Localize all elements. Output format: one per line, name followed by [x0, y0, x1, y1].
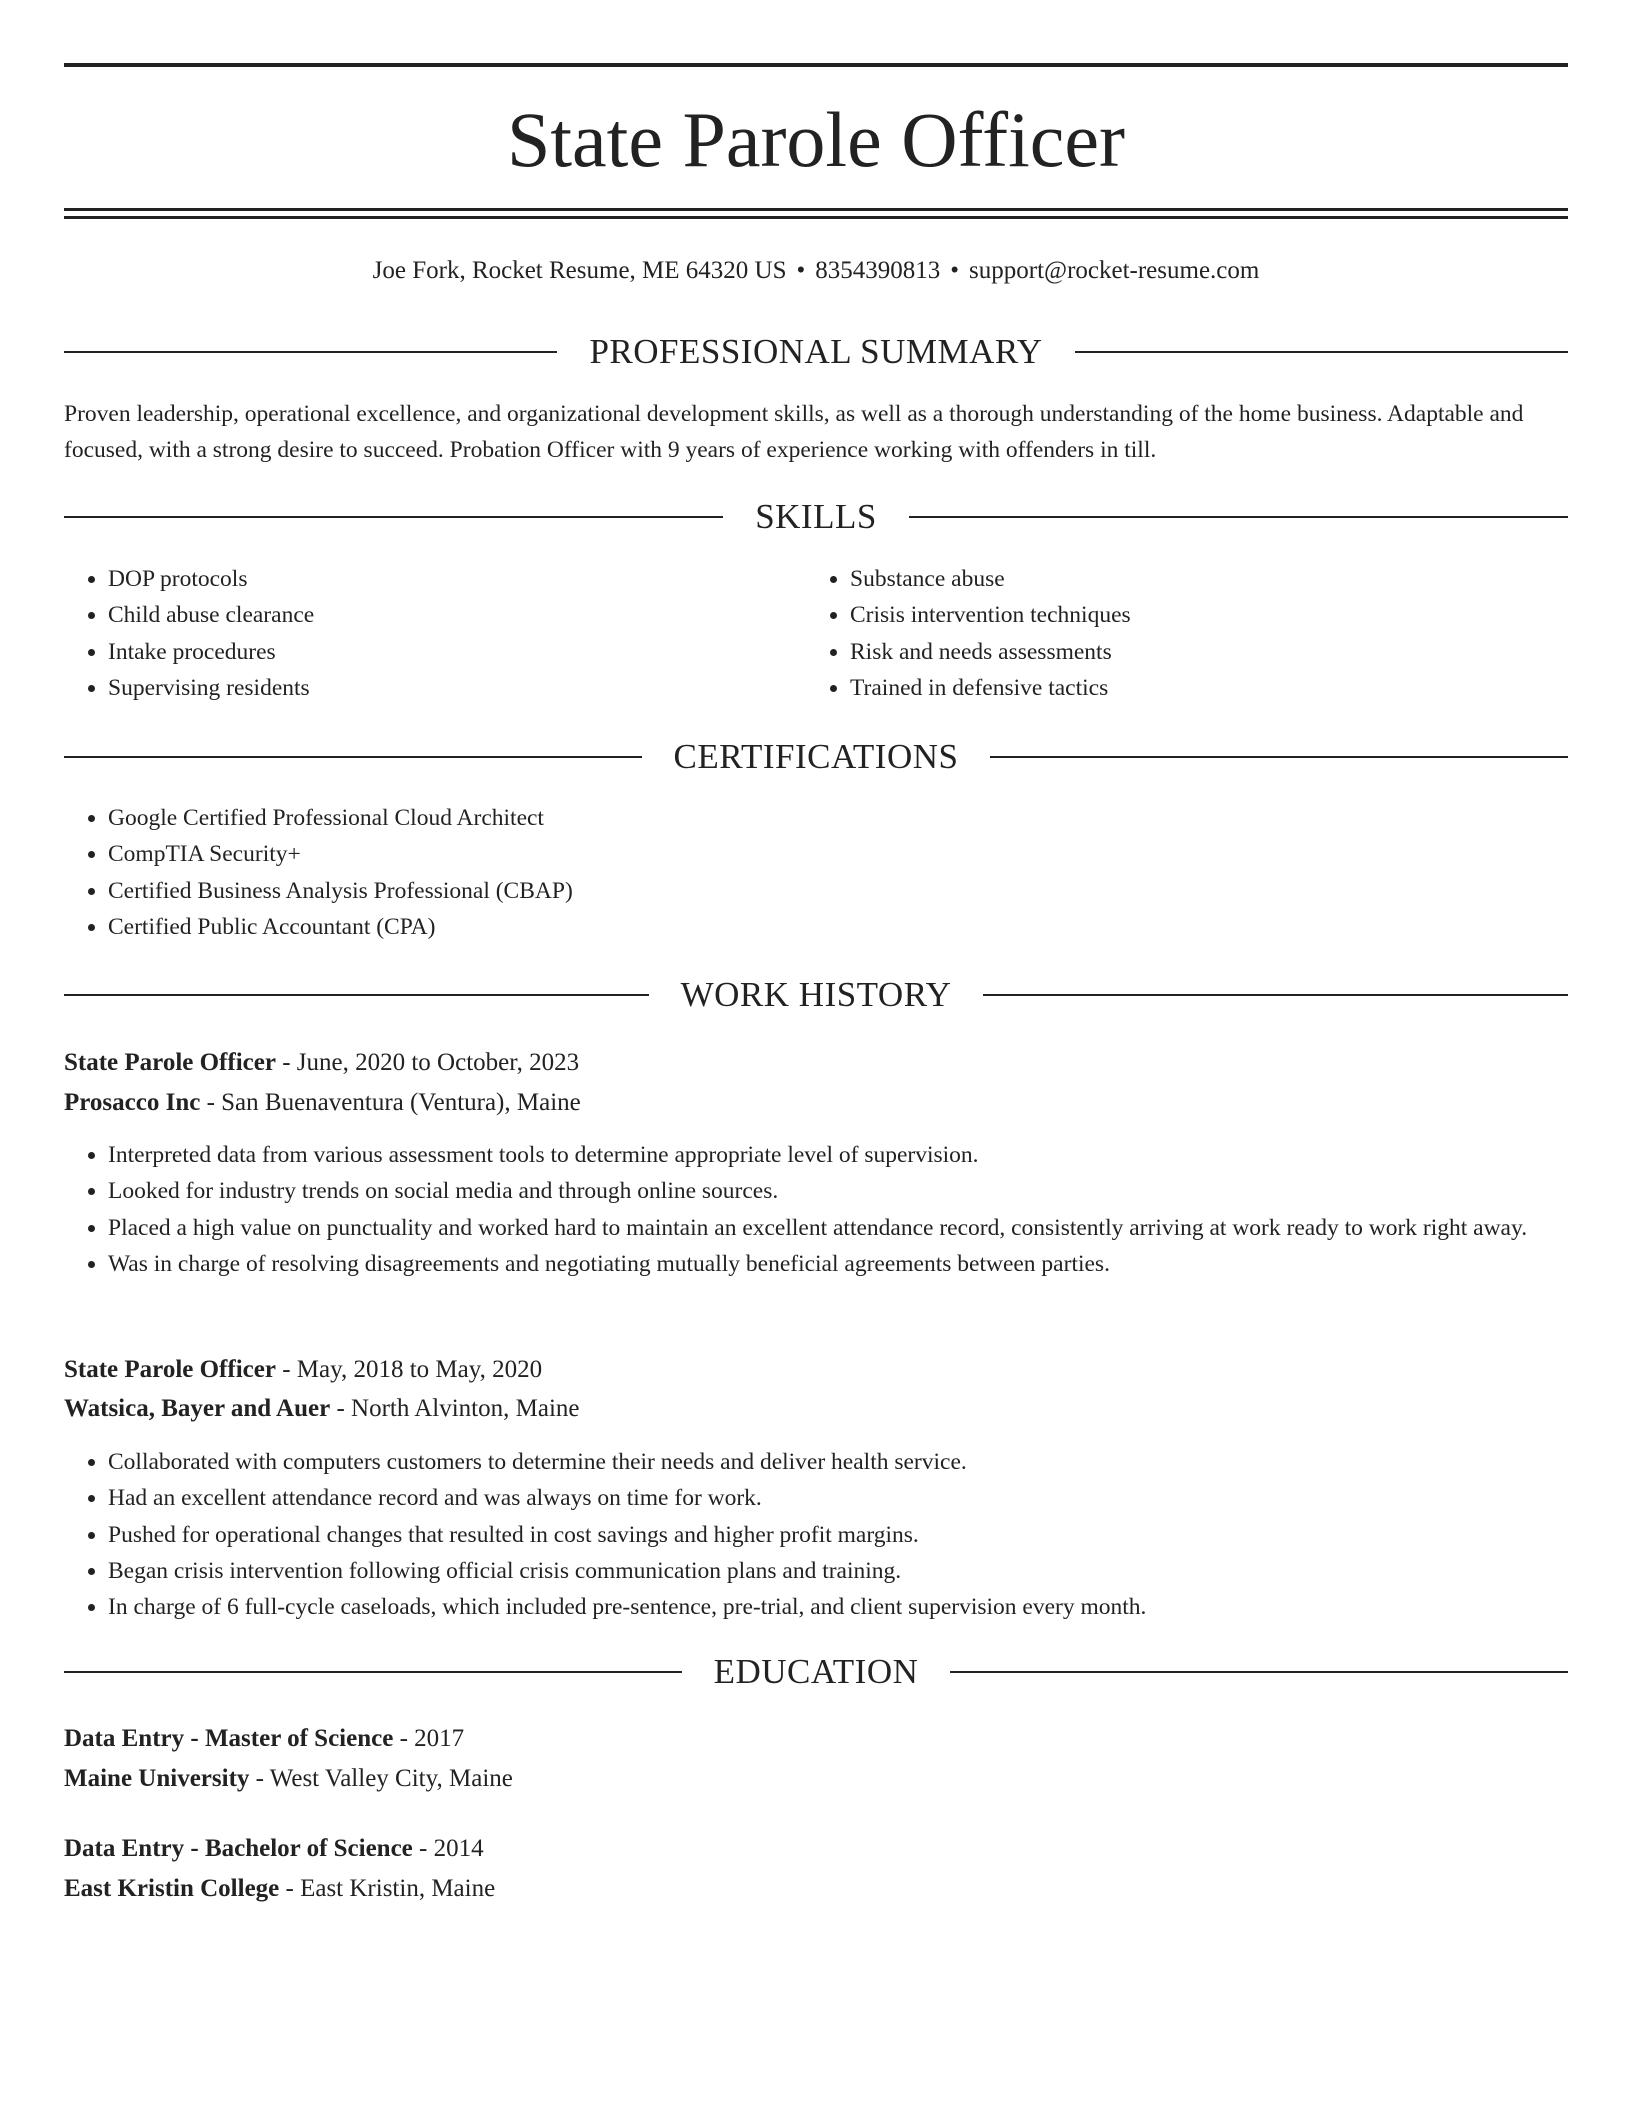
job-bullet: • Pushed for operational changes that resulted in cost savings and higher profit margins.	[108, 1517, 1568, 1553]
summary-heading-text: PROFESSIONAL SUMMARY	[589, 332, 1043, 371]
heading-rule-right	[909, 516, 1568, 518]
contact-email: support@rocket-resume.com	[969, 257, 1260, 284]
summary-heading	[64, 327, 1568, 377]
certification-item: • Google Certified Professional Cloud Architect	[108, 800, 1568, 836]
heading-rule-left	[64, 351, 557, 353]
summary-text: Proven leadership, operational excellence, and organizational development skills, as well as a thorough understanding of the home business. Adaptable and focused, with a strong desire to succeed. Probation Officer with 9 years of experience working with offenders in till.	[64, 401, 1524, 463]
heading-rule-left	[64, 756, 642, 758]
contact-separator: •	[950, 257, 960, 284]
contact-phone: 8354390813	[815, 257, 941, 284]
job-bullet: • In charge of 6 full-cycle caseloads, which included pre-sentence, pre-trial, and client supervision every month.	[108, 1589, 1568, 1625]
certification-item: • Certified Business Analysis Professional (CBAP)	[108, 873, 1568, 909]
certifications-list	[64, 800, 1568, 945]
education-heading-text: EDUCATION	[713, 1652, 919, 1691]
education-year: - 2017	[393, 1725, 465, 1752]
education-degree: Data Entry - Bachelor of Science	[64, 1835, 413, 1862]
skill-item: • Intake procedures	[108, 634, 808, 670]
certification-item: • CompTIA Security+	[108, 836, 1568, 872]
job-company-line	[64, 1083, 581, 1123]
job-bullet: • Interpreted data from various assessment tools to determine appropriate level of supervision.	[108, 1137, 1568, 1173]
skills-list-right	[806, 561, 1610, 706]
education-degree-line	[64, 1719, 464, 1759]
education-school-line	[64, 1869, 495, 1909]
education-heading	[64, 1647, 1568, 1697]
education-school: Maine University	[64, 1765, 250, 1792]
heading-rule-left	[64, 994, 649, 996]
job-dates: - May, 2018 to May, 2020	[275, 1356, 543, 1383]
job-bullet: • Placed a high value on punctuality and worked hard to maintain an excellent attendance record, consistently arriving at work ready to work right away.	[108, 1210, 1568, 1246]
heading-rule-left	[64, 516, 723, 518]
job-bullets	[64, 1137, 1568, 1282]
contact-line	[64, 253, 1568, 289]
certifications-heading	[64, 732, 1568, 782]
job-title: State Parole Officer	[64, 1356, 276, 1383]
skill-item: • Crisis intervention techniques	[850, 597, 1610, 633]
job-bullet: • Collaborated with computers customers to determine their needs and deliver health service.	[108, 1444, 1568, 1480]
education-school-line	[64, 1759, 513, 1799]
top-rule	[64, 63, 1568, 67]
job-company: Prosacco Inc	[64, 1089, 201, 1116]
title-rule-upper	[64, 208, 1568, 211]
work-heading-text: WORK HISTORY	[680, 975, 952, 1014]
job-dates: - June, 2020 to October, 2023	[275, 1049, 580, 1076]
skill-item: • Supervising residents	[108, 670, 808, 706]
heading-rule-right	[983, 994, 1568, 996]
education-location: - East Kristin, Maine	[279, 1875, 496, 1902]
heading-rule-right	[950, 1671, 1568, 1673]
skills-list-left	[64, 561, 808, 706]
job-title-line	[64, 1350, 542, 1390]
job-bullet: • Began crisis intervention following official crisis communication plans and training.	[108, 1553, 1568, 1589]
job-bullet: • Looked for industry trends on social media and through online sources.	[108, 1173, 1568, 1209]
skill-item: • Risk and needs assessments	[850, 634, 1610, 670]
resume-title: State Parole Officer	[507, 96, 1125, 183]
heading-rule-left	[64, 1671, 682, 1673]
certifications-heading-text: CERTIFICATIONS	[673, 737, 959, 776]
job-location: - San Buenaventura (Ventura), Maine	[200, 1089, 581, 1116]
education-location: - West Valley City, Maine	[249, 1765, 513, 1792]
contact-separator: •	[796, 257, 806, 284]
certification-item: • Certified Public Accountant (CPA)	[108, 909, 1568, 945]
skill-item: • Substance abuse	[850, 561, 1610, 597]
heading-rule-right	[1075, 351, 1568, 353]
education-year: - 2014	[412, 1835, 484, 1862]
job-bullets	[64, 1444, 1568, 1625]
skill-item: • Child abuse clearance	[108, 597, 808, 633]
education-degree-line	[64, 1829, 484, 1869]
job-company: Watsica, Bayer and Auer	[64, 1395, 331, 1422]
skill-item: • Trained in defensive tactics	[850, 670, 1610, 706]
skills-heading-text: SKILLS	[755, 497, 877, 536]
heading-rule-right	[990, 756, 1568, 758]
work-heading	[64, 970, 1568, 1020]
title-rule-lower	[64, 216, 1568, 219]
skill-item: • DOP protocols	[108, 561, 808, 597]
education-school: East Kristin College	[64, 1875, 280, 1902]
skills-heading	[64, 492, 1568, 542]
education-degree: Data Entry - Master of Science	[64, 1725, 394, 1752]
job-title: State Parole Officer	[64, 1049, 276, 1076]
contact-address: Joe Fork, Rocket Resume, ME 64320 US	[372, 257, 787, 284]
job-bullet: • Was in charge of resolving disagreements and negotiating mutually beneficial agreements between parties.	[108, 1246, 1568, 1282]
job-company-line	[64, 1389, 580, 1429]
job-location: - North Alvinton, Maine	[330, 1395, 580, 1422]
job-bullet: • Had an excellent attendance record and was always on time for work.	[108, 1480, 1568, 1516]
job-title-line	[64, 1043, 579, 1083]
